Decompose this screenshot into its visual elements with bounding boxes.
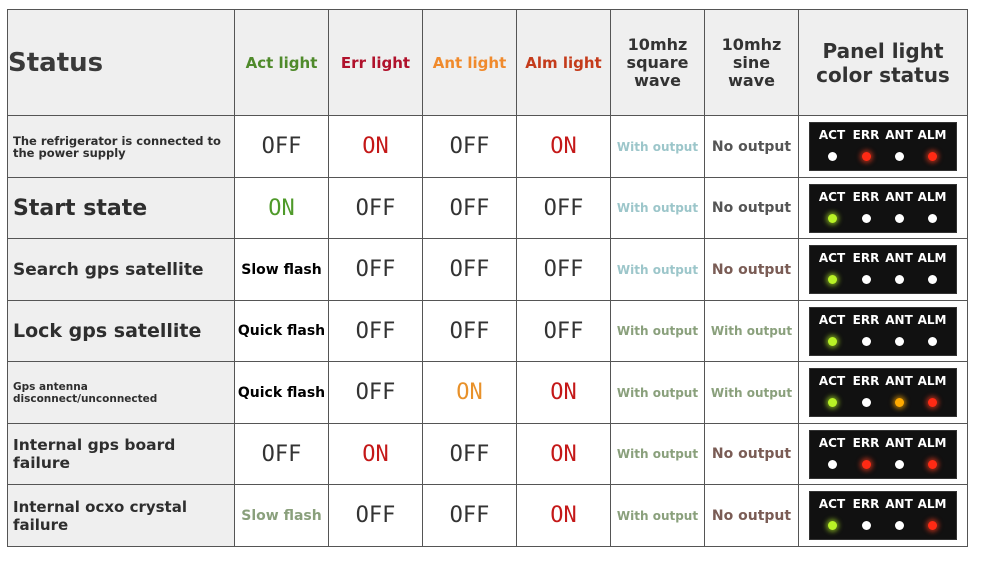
header-square-line: 10mhz xyxy=(627,34,688,54)
ant-light-cell: OFF xyxy=(423,485,517,547)
err-light-cell: OFF xyxy=(329,239,423,301)
act-light-cell: ON xyxy=(235,178,329,239)
panel-label-ant: ANT xyxy=(885,128,913,142)
act-light-cell: Slow flash xyxy=(235,239,329,301)
led-act-icon xyxy=(828,275,837,284)
panel-label-alm: ALM xyxy=(917,189,947,204)
header-square-line: wave xyxy=(634,70,681,90)
led-ant-icon xyxy=(895,460,904,469)
panel-label-err: ERR xyxy=(852,312,880,327)
led-err-icon xyxy=(862,152,871,161)
row-status-label: Gps antenna disconnect/unconnected xyxy=(8,362,235,424)
led-alm-icon xyxy=(928,398,937,407)
panel-label-ant: ANT xyxy=(885,251,913,265)
panel-light-cell xyxy=(799,485,968,547)
led-alm-icon xyxy=(928,460,937,469)
panel-label-act: ACT xyxy=(818,251,846,265)
sine-wave-cell: No output xyxy=(705,116,799,178)
panel-light-cell xyxy=(799,116,968,178)
alm-light-cell: OFF xyxy=(517,301,611,362)
panel-label-err: ERR xyxy=(852,435,880,450)
ant-light-cell: ON xyxy=(423,362,517,424)
panel-indicator xyxy=(809,430,957,479)
alm-light-cell: ON xyxy=(517,362,611,424)
sine-wave-cell: With output xyxy=(705,362,799,424)
ant-light-cell: OFF xyxy=(423,424,517,485)
led-alm-icon xyxy=(928,214,937,223)
led-alm-icon xyxy=(928,521,937,530)
alm-light-cell: OFF xyxy=(517,239,611,301)
ant-light-cell: OFF xyxy=(423,178,517,239)
table-row xyxy=(8,178,968,239)
header-status: Status xyxy=(8,10,235,116)
panel-label-err: ERR xyxy=(852,251,880,265)
led-alm-icon xyxy=(928,275,937,284)
led-ant-icon xyxy=(895,275,904,284)
header-square-wave xyxy=(611,10,705,116)
ant-light-cell: OFF xyxy=(423,239,517,301)
panel-label-ant: ANT xyxy=(885,312,913,327)
panel-light-cell xyxy=(799,301,968,362)
alm-light-cell: ON xyxy=(517,485,611,547)
ant-light-cell: OFF xyxy=(423,116,517,178)
square-wave-cell: With output xyxy=(611,301,705,362)
led-act-icon xyxy=(828,521,837,530)
act-light-cell: OFF xyxy=(235,116,329,178)
header-square-line: square xyxy=(626,52,689,72)
panel-label-ant: ANT xyxy=(885,374,913,388)
led-ant-icon xyxy=(895,152,904,161)
header-panel-line: Panel light xyxy=(822,38,944,63)
led-alm-icon xyxy=(928,152,937,161)
panel-label-alm: ALM xyxy=(917,251,947,265)
led-alm-icon xyxy=(928,337,937,346)
panel-light-cell xyxy=(799,239,968,301)
status-table xyxy=(7,9,968,547)
led-act-icon xyxy=(828,214,837,223)
header-err-light: Err light xyxy=(329,10,423,116)
panel-label-err: ERR xyxy=(852,189,880,204)
alm-light-cell: OFF xyxy=(517,178,611,239)
header-sine-line: 10mhz xyxy=(721,34,782,54)
err-light-cell: ON xyxy=(329,116,423,178)
err-light-cell: OFF xyxy=(329,485,423,547)
header-panel-status xyxy=(799,10,968,116)
sine-wave-cell: No output xyxy=(705,485,799,547)
square-wave-cell: With output xyxy=(611,424,705,485)
square-wave-cell: With output xyxy=(611,178,705,239)
led-err-icon xyxy=(862,275,871,284)
led-err-icon xyxy=(862,521,871,530)
row-status-label: Internal gps board failure xyxy=(8,424,235,485)
panel-label-alm: ALM xyxy=(917,312,947,327)
panel-indicator xyxy=(809,245,957,294)
led-ant-icon xyxy=(895,398,904,407)
panel-light-cell xyxy=(799,362,968,424)
row-status-label: Start state xyxy=(8,178,235,239)
led-err-icon xyxy=(862,337,871,346)
panel-label-act: ACT xyxy=(818,312,846,327)
alm-light-cell: ON xyxy=(517,116,611,178)
sine-wave-cell: No output xyxy=(705,178,799,239)
panel-label-err: ERR xyxy=(852,374,880,388)
header-row xyxy=(8,10,968,116)
panel-label-alm: ALM xyxy=(917,128,947,142)
led-err-icon xyxy=(862,214,871,223)
panel-light-cell xyxy=(799,424,968,485)
act-light-cell: Quick flash xyxy=(235,362,329,424)
table-row xyxy=(8,362,968,424)
table-row xyxy=(8,116,968,178)
header-act-light: Act light xyxy=(235,10,329,116)
ant-light-cell: OFF xyxy=(423,301,517,362)
sine-wave-cell: With output xyxy=(705,301,799,362)
header-sine-wave xyxy=(705,10,799,116)
table-row xyxy=(8,424,968,485)
panel-label-act: ACT xyxy=(818,189,846,204)
table-row xyxy=(8,485,968,547)
sine-wave-cell: No output xyxy=(705,239,799,301)
sine-wave-cell: No output xyxy=(705,424,799,485)
table-row xyxy=(8,301,968,362)
err-light-cell: OFF xyxy=(329,301,423,362)
panel-indicator xyxy=(809,491,957,540)
panel-label-alm: ALM xyxy=(917,374,947,388)
led-act-icon xyxy=(828,460,837,469)
row-status-label: Search gps satellite xyxy=(8,239,235,301)
err-light-cell: OFF xyxy=(329,362,423,424)
row-status-label: Internal ocxo crystal failure xyxy=(8,485,235,547)
table-row xyxy=(8,239,968,301)
panel-label-alm: ALM xyxy=(917,435,947,450)
panel-label-err: ERR xyxy=(852,497,880,511)
panel-label-act: ACT xyxy=(818,374,846,388)
panel-label-act: ACT xyxy=(818,497,846,511)
led-ant-icon xyxy=(895,521,904,530)
led-act-icon xyxy=(828,152,837,161)
led-act-icon xyxy=(828,398,837,407)
led-ant-icon xyxy=(895,337,904,346)
square-wave-cell: With output xyxy=(611,116,705,178)
led-ant-icon xyxy=(895,214,904,223)
square-wave-cell: With output xyxy=(611,239,705,301)
panel-label-act: ACT xyxy=(818,128,846,142)
panel-label-err: ERR xyxy=(852,128,880,142)
panel-light-cell xyxy=(799,178,968,239)
panel-label-act: ACT xyxy=(818,435,846,450)
square-wave-cell: With output xyxy=(611,362,705,424)
led-err-icon xyxy=(862,460,871,469)
header-panel-line: color status xyxy=(816,62,950,87)
header-sine-line: wave xyxy=(728,70,775,90)
act-light-cell: Quick flash xyxy=(235,301,329,362)
act-light-cell: Slow flash xyxy=(235,485,329,547)
panel-label-ant: ANT xyxy=(885,497,913,511)
led-act-icon xyxy=(828,337,837,346)
alm-light-cell: ON xyxy=(517,424,611,485)
header-alm-light: Alm light xyxy=(517,10,611,116)
row-status-label: The refrigerator is connected to the power supply xyxy=(8,116,235,178)
panel-label-alm: ALM xyxy=(917,497,947,511)
row-status-label: Lock gps satellite xyxy=(8,301,235,362)
panel-label-ant: ANT xyxy=(885,189,913,204)
err-light-cell: ON xyxy=(329,424,423,485)
header-ant-light: Ant light xyxy=(423,10,517,116)
err-light-cell: OFF xyxy=(329,178,423,239)
panel-indicator xyxy=(809,184,957,233)
panel-indicator xyxy=(809,307,957,356)
panel-indicator xyxy=(809,122,957,171)
led-err-icon xyxy=(862,398,871,407)
header-sine-line: sine xyxy=(732,52,771,72)
panel-indicator xyxy=(809,368,957,417)
panel-label-ant: ANT xyxy=(885,435,913,450)
act-light-cell: OFF xyxy=(235,424,329,485)
square-wave-cell: With output xyxy=(611,485,705,547)
